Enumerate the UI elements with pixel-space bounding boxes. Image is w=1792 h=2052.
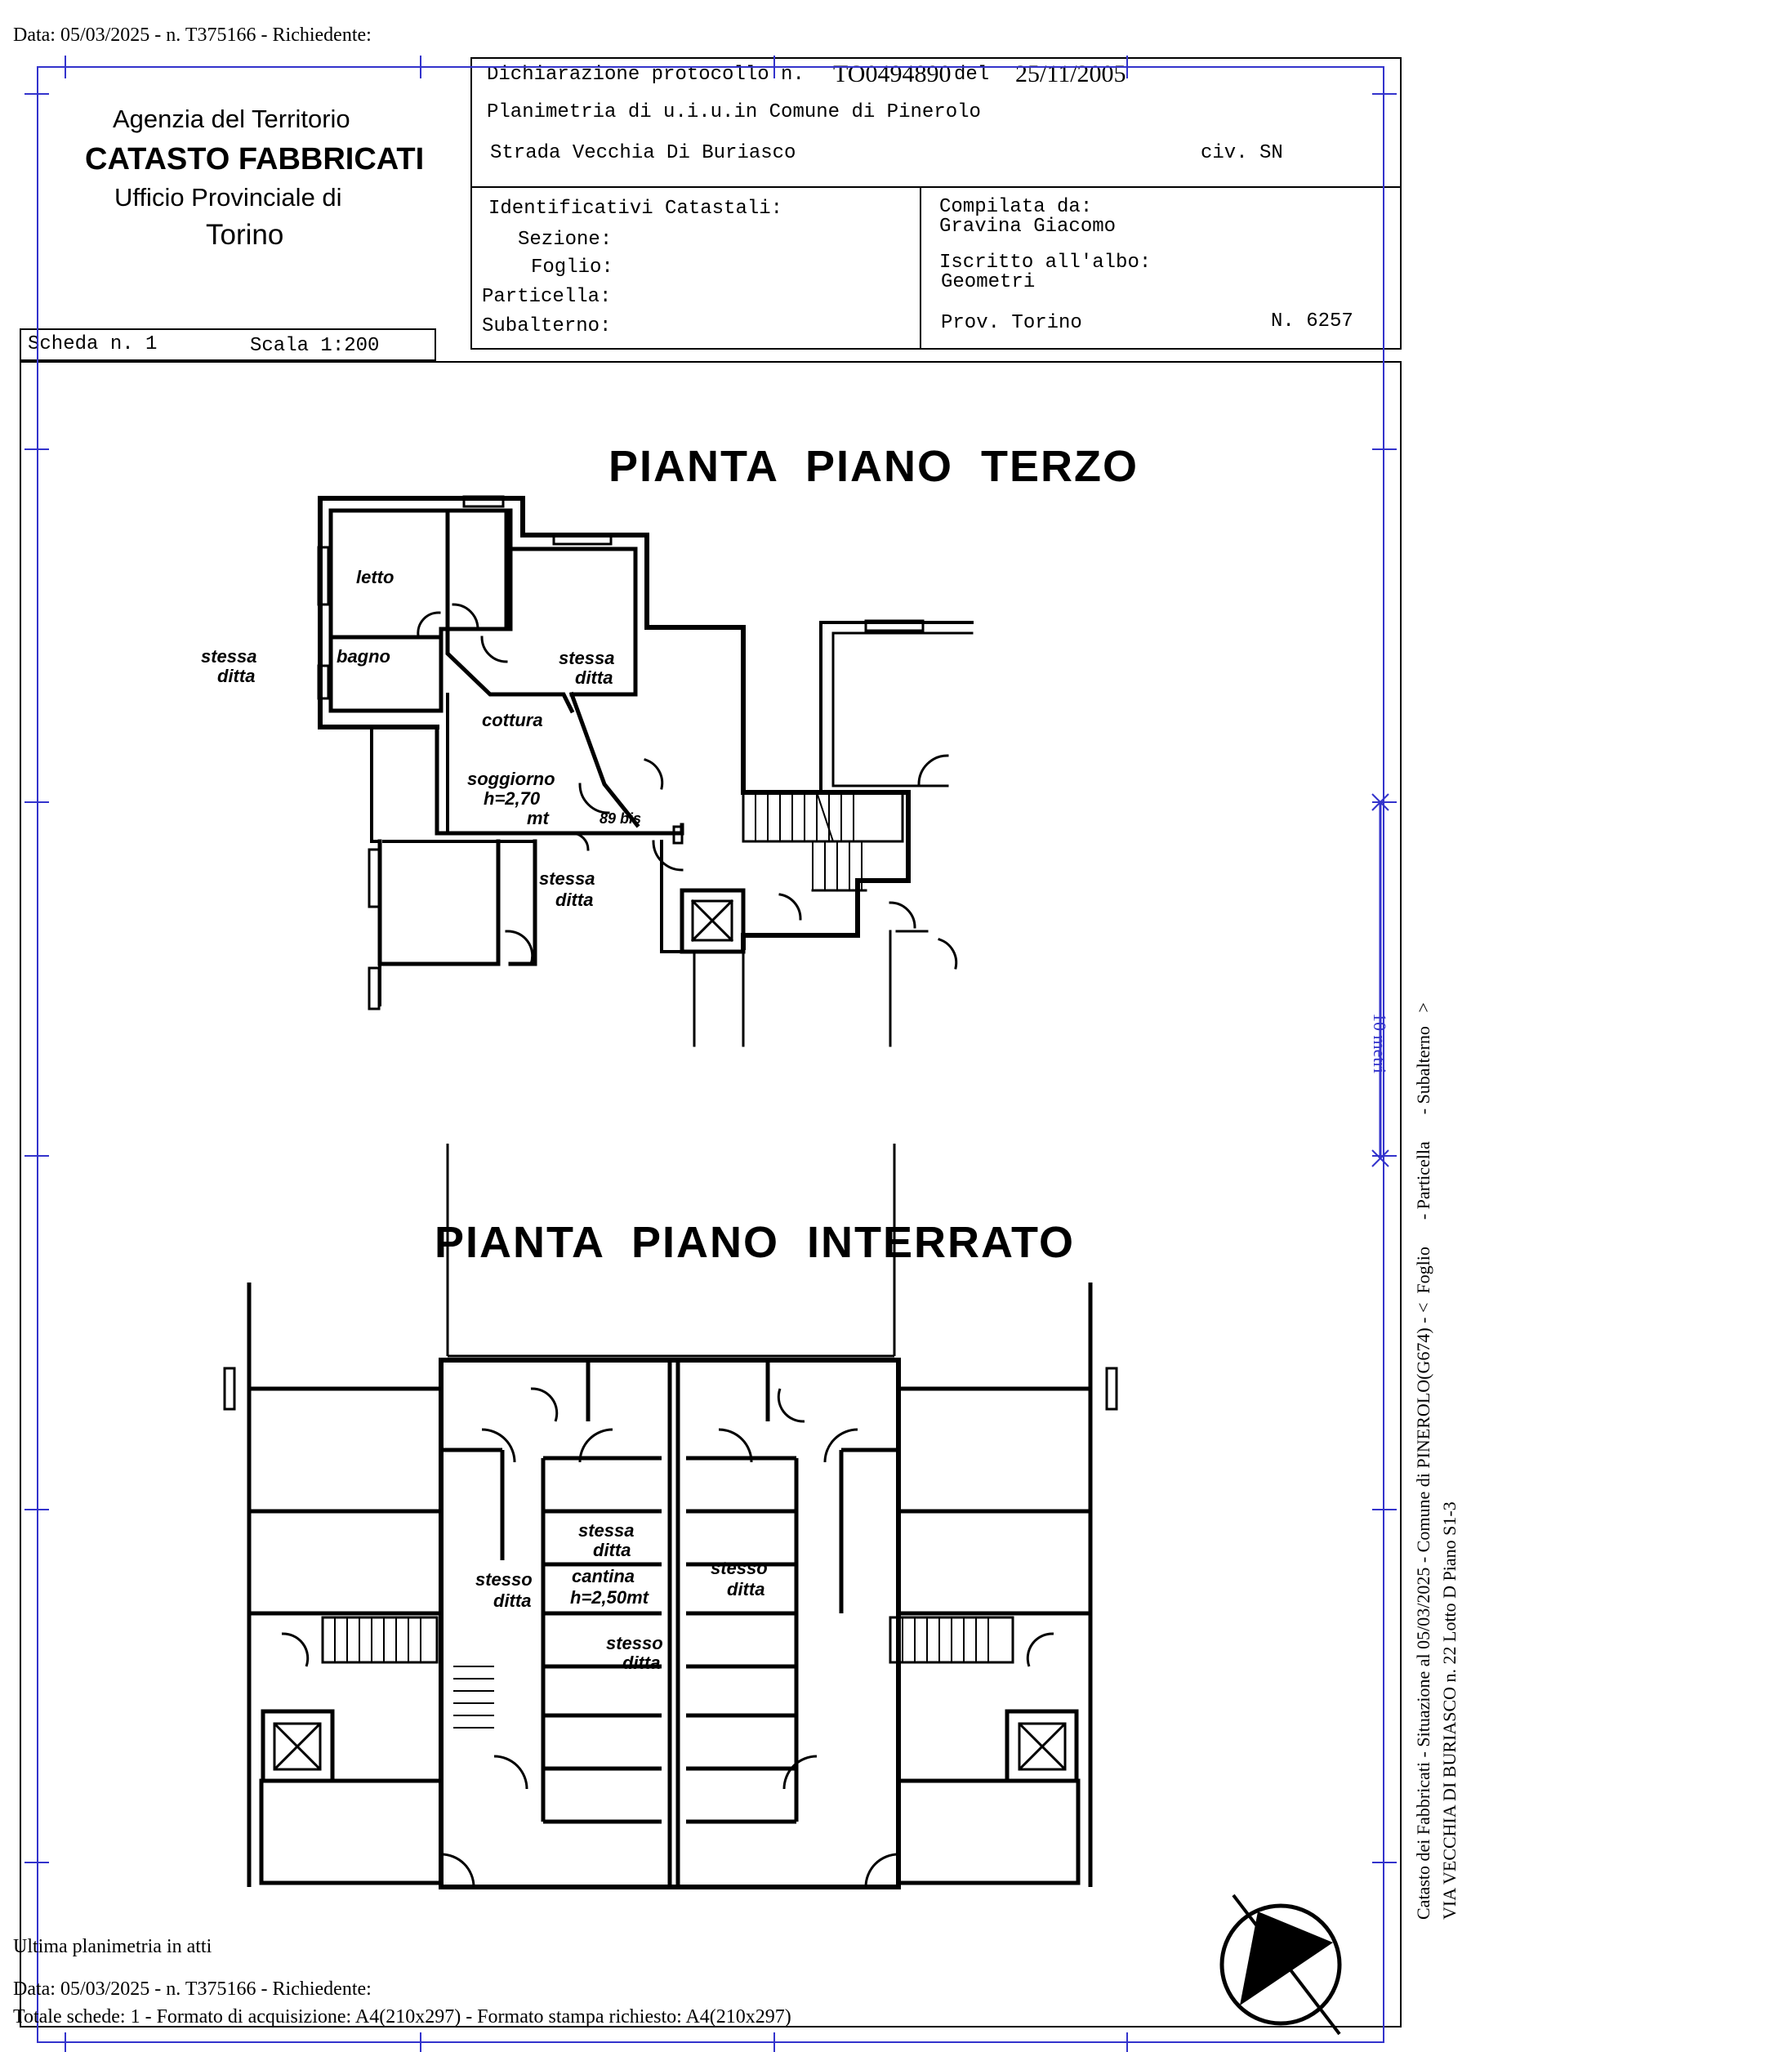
basement-plan (225, 1144, 1117, 1887)
footer-data-line: Data: 05/03/2025 - n. T375166 - Richiedente: (13, 1978, 372, 2000)
sezione-label: Sezione: (518, 229, 613, 251)
side-note-catasto: Catasto dei Fabbricati - Situazione al 05/03/2025 - Comune di PINEROLO(G674) - < Foglio - Particella - Subalterno > (1413, 1002, 1433, 1920)
room-soggiorno: soggiorno (467, 769, 555, 789)
scheda-number: Scheda n. 1 (28, 333, 158, 355)
protocol-date: 25/11/2005 (1015, 60, 1126, 87)
compilata-label: Compilata da: (939, 196, 1093, 218)
particella-label: Particella: (482, 286, 612, 308)
scala-label: Scala 1:200 (250, 335, 380, 357)
agency-name: Agenzia del Territorio (113, 105, 350, 133)
stessa-ditta-low-1: stessa (539, 868, 595, 889)
basement-ditta-c: ditta (727, 1579, 765, 1599)
footer-ultima: Ultima planimetria in atti (13, 1936, 212, 1957)
basement-ditta-b: ditta (493, 1590, 532, 1611)
subalterno-label: Subalterno: (482, 315, 612, 337)
catasto-title: CATASTO FABBRICATI (85, 142, 425, 176)
side-note-address: VIA VECCHIA DI BURIASCO n. 22 Lotto D Piano S1-3 (1439, 1501, 1460, 1920)
stessa-ditta-mid-2: ditta (575, 667, 613, 688)
basement-stessa-d: stesso (606, 1633, 663, 1653)
north-arrow (1222, 1895, 1340, 2034)
iscrizione-number: N. 6257 (1271, 310, 1353, 332)
basement-cantina: cantina (572, 1566, 635, 1586)
plan-title-third-floor: PIANTA PIANO TERZO (608, 442, 1139, 491)
stessa-ditta-left-2: ditta (217, 666, 256, 686)
room-letto: letto (356, 567, 395, 587)
basement-ditta-d: ditta (622, 1653, 661, 1673)
room-cottura: cottura (482, 710, 543, 730)
identificativi-title: Identificativi Catastali: (488, 198, 783, 220)
room-soggiorno-unit: mt (527, 808, 549, 828)
provincia-label: Prov. Torino (941, 312, 1082, 334)
third-floor-plan (319, 497, 972, 1046)
protocol-del: del (954, 64, 990, 86)
basement-stessa-a: stessa (578, 1520, 635, 1541)
address-line: Strada Vecchia Di Buriasco (490, 142, 796, 164)
protocol-number: TO0494890 (833, 60, 952, 87)
civic-number: civ. SN (1201, 142, 1283, 164)
basement-stessa-b: stesso (475, 1569, 533, 1590)
albo-value: Geometri (941, 271, 1036, 293)
compilata-name: Gravina Giacomo (939, 216, 1117, 238)
foglio-label: Foglio: (531, 256, 613, 279)
room-bagno: bagno (337, 646, 390, 667)
footer-totale: Totale schede: 1 - Formato di acquisizione: A4(210x297) - Formato stampa richiesto: A4(210x297) (13, 2006, 791, 2027)
basement-ditta-a: ditta (593, 1540, 631, 1560)
plan-title-basement: PIANTA PIANO INTERRATO (435, 1218, 1076, 1267)
ufficio-city: Torino (206, 219, 284, 251)
room-89bis: 89 bis (600, 810, 642, 827)
stessa-ditta-low-2: ditta (555, 890, 594, 910)
planimetria-line: Planimetria di u.i.u.in Comune di Pinerolo (487, 101, 981, 123)
protocol-label: Dichiarazione protocollo n. (487, 64, 805, 86)
room-soggiorno-height: h=2,70 (484, 788, 541, 809)
basement-stessa-c: stesso (711, 1558, 768, 1578)
blue-frame (25, 56, 1397, 2052)
iscritto-label: Iscritto all'albo: (939, 252, 1152, 274)
scale-bar-label: 10 metri (1370, 1013, 1390, 1073)
basement-cantina-height: h=2,50mt (570, 1587, 649, 1608)
stessa-ditta-mid-1: stessa (559, 648, 615, 668)
top-data-line: Data: 05/03/2025 - n. T375166 - Richiedente: (13, 25, 372, 46)
stessa-ditta-left-1: stessa (201, 646, 257, 667)
ufficio-label: Ufficio Provinciale di (114, 183, 342, 212)
